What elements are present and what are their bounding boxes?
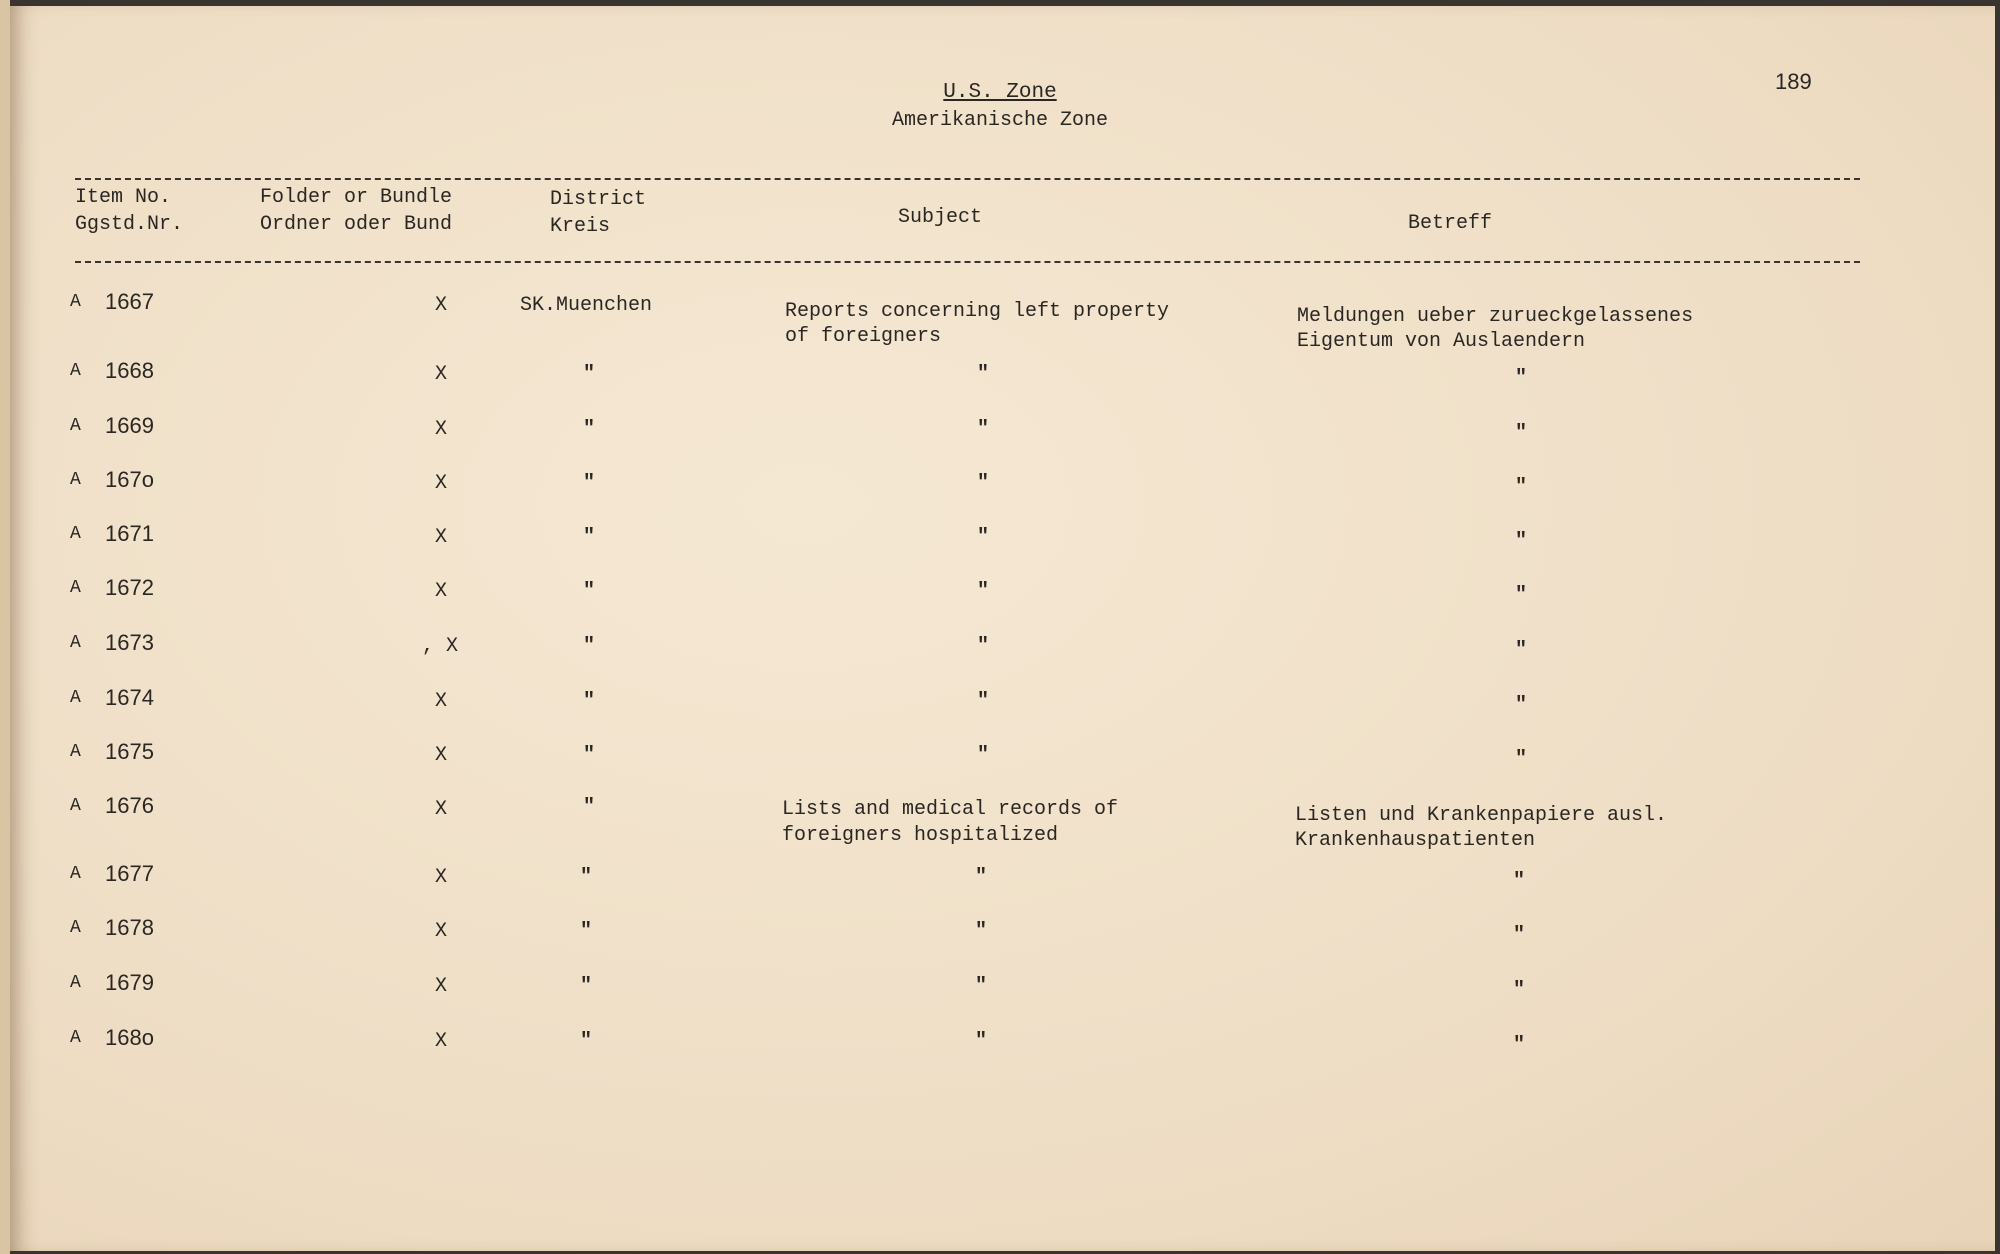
column-header-folder-en: Folder or Bundle [260,186,453,209]
item-number: 1675 [105,739,154,764]
column-header-folder [260,184,452,238]
table-row [10,793,1995,852]
subject-ditto: " [975,975,988,998]
item-number: 1677 [105,861,154,886]
item-prefix: A [70,973,81,993]
folder-mark: X [435,294,448,317]
item-prefix: A [70,742,81,762]
district-ditto: " [583,363,596,386]
betreff-line-2: Eigentum von Auslaendern [1297,330,1586,353]
betreff-ditto: " [1513,924,1526,947]
item-prefix: A [70,633,81,653]
column-header-betreff: Betreff [1408,212,1493,235]
column-header-item-en: Item No. [75,186,172,209]
subject-line-2: of foreigners [785,325,942,348]
page-title: U.S. Zone [943,81,1057,104]
folder-mark: X [435,580,448,603]
folder-mark: X [435,866,448,889]
column-header-district [550,186,646,240]
item-number: 1671 [105,521,154,546]
document-page [10,6,1995,1251]
folder-mark: , X [422,635,459,658]
table-row [10,358,1995,408]
column-header-item-de: Ggstd.Nr. [75,213,184,236]
district-ditto: " [583,744,596,767]
table-row [10,521,1995,571]
betreff-ditto: " [1515,584,1528,607]
subject-ditto: " [977,744,990,767]
subject-ditto: " [977,690,990,713]
table-row [10,413,1995,463]
folder-mark: X [435,1030,448,1053]
district: SK.Muenchen [520,294,653,317]
district-ditto: " [580,866,593,889]
table-row [10,685,1995,735]
item-prefix: A [70,524,81,544]
folder-mark: X [435,690,448,713]
subject-ditto: " [977,526,990,549]
betreff-ditto: " [1515,639,1528,662]
item-prefix: A [70,688,81,708]
folder-mark: X [435,363,448,386]
betreff-ditto: " [1513,1034,1526,1057]
folder-mark: X [435,472,448,495]
item-number: 1679 [105,970,154,995]
column-header-district-en: District [550,188,647,211]
subject: Reports concerning left property [785,300,1170,323]
betreff-ditto: " [1513,979,1526,1002]
subject: Lists and medical records of [782,798,1119,821]
item-prefix: A [70,292,81,312]
district-ditto: " [580,920,593,943]
district-ditto: " [583,635,596,658]
header-rule-bottom [75,261,1860,263]
betreff-ditto: " [1515,422,1528,445]
district-ditto: " [580,1030,593,1053]
district-ditto: " [583,526,596,549]
district-ditto: " [580,975,593,998]
folder-mark: X [435,975,448,998]
column-header-district-de: Kreis [550,215,611,238]
item-number: 167o [105,467,154,492]
district-ditto: " [583,472,596,495]
district-ditto: " [583,418,596,441]
folder-mark: X [435,920,448,943]
item-prefix: A [70,361,81,381]
betreff-ditto: " [1515,367,1528,390]
item-number: 1669 [105,413,154,438]
betreff-ditto: " [1515,530,1528,553]
item-number: 1667 [105,289,154,314]
item-prefix: A [70,578,81,598]
betreff-ditto: " [1513,870,1526,893]
page-subtitle: Amerikanische Zone [891,109,1109,132]
district-ditto: " [583,580,596,603]
folder-mark: X [435,418,448,441]
subject-ditto: " [977,635,990,658]
betreff-ditto: " [1515,694,1528,717]
item-number: 1676 [105,793,154,818]
betreff-ditto: " [1515,476,1528,499]
header-rule-top [75,178,1860,180]
item-number: 1672 [105,575,154,600]
item-number: 1673 [105,630,154,655]
district-ditto: " [583,796,596,819]
table-row [10,630,1995,680]
betreff-line-2: Krankenhauspatienten [1295,829,1536,852]
subject-line-2: foreigners hospitalized [782,824,1059,847]
subject-ditto: " [977,418,990,441]
betreff-ditto: " [1515,748,1528,771]
item-number: 1678 [105,915,154,940]
item-number: 168o [105,1025,154,1050]
subject-ditto: " [977,580,990,603]
table-row [10,575,1995,625]
betreff: Meldungen ueber zurueckgelassenes [1297,305,1694,328]
table-row [10,467,1995,517]
subject-ditto: " [975,920,988,943]
page-number: 189 [1775,69,1812,94]
betreff: Listen und Krankenpapiere ausl. [1295,804,1668,827]
table-row [10,739,1995,789]
district-ditto: " [583,690,596,713]
item-prefix: A [70,470,81,490]
table-row [10,289,1995,353]
subject-ditto: " [975,1030,988,1053]
table-row [10,915,1995,965]
item-prefix: A [70,1028,81,1048]
subject-ditto: " [977,363,990,386]
folder-mark: X [435,744,448,767]
subject-ditto: " [977,472,990,495]
column-header-subject: Subject [898,206,983,229]
folder-mark: X [435,798,448,821]
book-binding [0,0,10,1254]
subject-ditto: " [975,866,988,889]
item-number: 1674 [105,685,154,710]
column-header-item [75,184,183,238]
table-row [10,861,1995,911]
item-prefix: A [70,864,81,884]
item-number: 1668 [105,358,154,383]
column-header-folder-de: Ordner oder Bund [260,213,453,236]
item-prefix: A [70,918,81,938]
item-prefix: A [70,796,81,816]
table-row [10,970,1995,1020]
item-prefix: A [70,416,81,436]
folder-mark: X [435,526,448,549]
table-row [10,1025,1995,1075]
